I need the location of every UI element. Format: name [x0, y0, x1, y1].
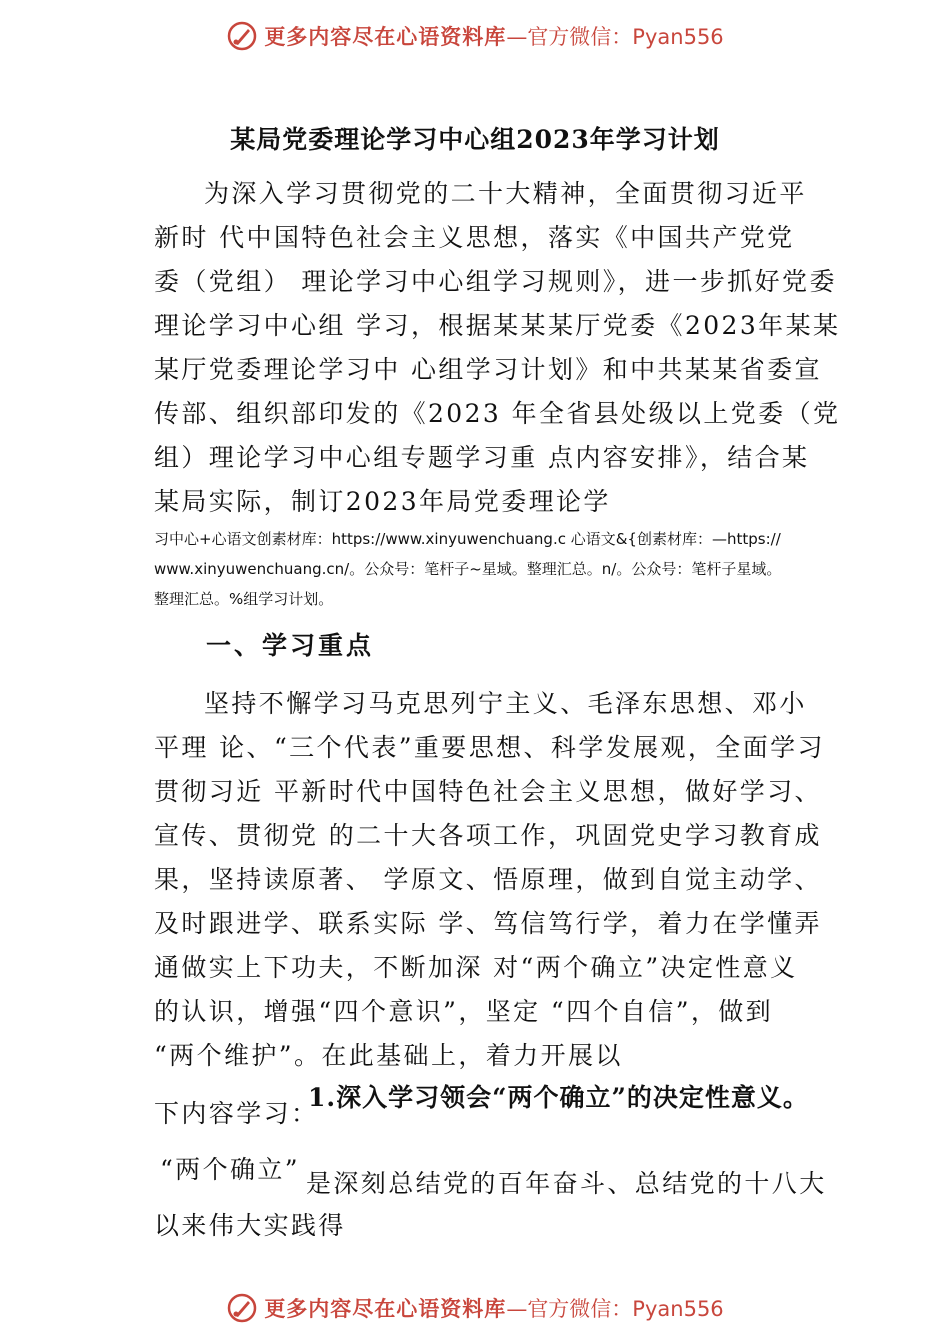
paragraph-line: 平理 论、“三个代表”重要思想、科学发展观，全面学习: [154, 733, 825, 762]
section-heading: 一、学习重点: [206, 631, 375, 660]
paragraph-line: 某厅党委理论学习中 心组学习计划》和中共某某省委宣: [154, 355, 822, 384]
body-paragraph: [154, 682, 825, 1078]
paragraph-line: 坚持不懈学习马克思列宁主义、毛泽东思想、邓小: [204, 689, 807, 718]
paragraph-line: 理论学习中心组 学习，根据某某某厅党委《2023年某某: [154, 311, 841, 340]
paragraph-line: 为深入学习贯彻党的二十大精神，全面贯彻习近平: [204, 179, 807, 208]
paragraph-line: 贯彻习近 平新时代中国特色社会主义思想，做好学习、: [154, 777, 822, 806]
quill-logo-icon: [226, 20, 258, 52]
paragraph-line: “两个维护”。在此基础上，着力开展以: [154, 1041, 623, 1070]
note-line: 整理汇总。%组学习计划。: [154, 590, 334, 608]
header-watermark-banner: [0, 16, 950, 56]
paragraph-line: 通做实上下功夫，不断加深 对“两个确立”决定性意义: [154, 953, 798, 982]
subsection-heading: 1.深入学习领会“两个确立”的决定性意义。: [308, 1083, 809, 1112]
paragraph-line: 以来伟大实践得: [154, 1211, 346, 1240]
paragraph-line: 果，坚持读原著、 学原文、悟原理，做到自觉主动学、: [154, 865, 822, 894]
note-line: 习中心+心语文创素材库：https://www.xinyuwenchuang.c 心语文&{创素材库：—https://: [154, 530, 781, 548]
paragraph-line: 委（党组） 理论学习中心组学习规则》，进一步抓好党委: [154, 267, 837, 296]
paragraph-line: 某局实际，制订2023年局党委理论学: [154, 487, 611, 516]
note-line: www.xinyuwenchuang.cn/。公众号：笔杆子~星域。整理汇总。n/。公众号：笔杆子星域。: [154, 560, 782, 578]
intro-paragraph: [154, 172, 841, 524]
paragraph-line: 的认识，增强“四个意识”，坚定 “四个自信”，做到: [154, 997, 774, 1026]
banner-wechat-text: —官方微信：Pyan556: [506, 1297, 724, 1321]
paragraph-line: 传部、组织部印发的《2023 年全省县处级以上党委（党: [154, 399, 841, 428]
source-note: [154, 524, 824, 614]
paragraph-line: 组）理论学习中心组专题学习重 点内容安排》，结合某: [154, 443, 810, 472]
quill-logo-icon: [226, 1292, 258, 1324]
paragraph-line: 宣传、贯彻党 的二十大各项工作，巩固党史学习教育成: [154, 821, 822, 850]
footer-watermark-banner: [0, 1288, 950, 1328]
paragraph-line: 及时跟进学、联系实际 学、笃信笃行学，着力在学懂弄: [154, 909, 822, 938]
paragraph-continuation: 下内容学习：: [154, 1099, 319, 1128]
paragraph-line: 新时 代中国特色社会主义思想，落实《中国共产党党: [154, 223, 795, 252]
banner-brand-text: 更多内容尽在心语资料库: [264, 1296, 507, 1321]
paragraph-line: 是深刻总结党的百年奋斗、总结党的十八大: [306, 1169, 827, 1198]
banner-brand-text: 更多内容尽在心语资料库: [264, 24, 507, 49]
banner-wechat-text: —官方微信：Pyan556: [506, 25, 724, 49]
document-title: 某局党委理论学习中心组2023年学习计划: [230, 125, 720, 154]
quoted-term: “两个确立”: [160, 1155, 300, 1184]
